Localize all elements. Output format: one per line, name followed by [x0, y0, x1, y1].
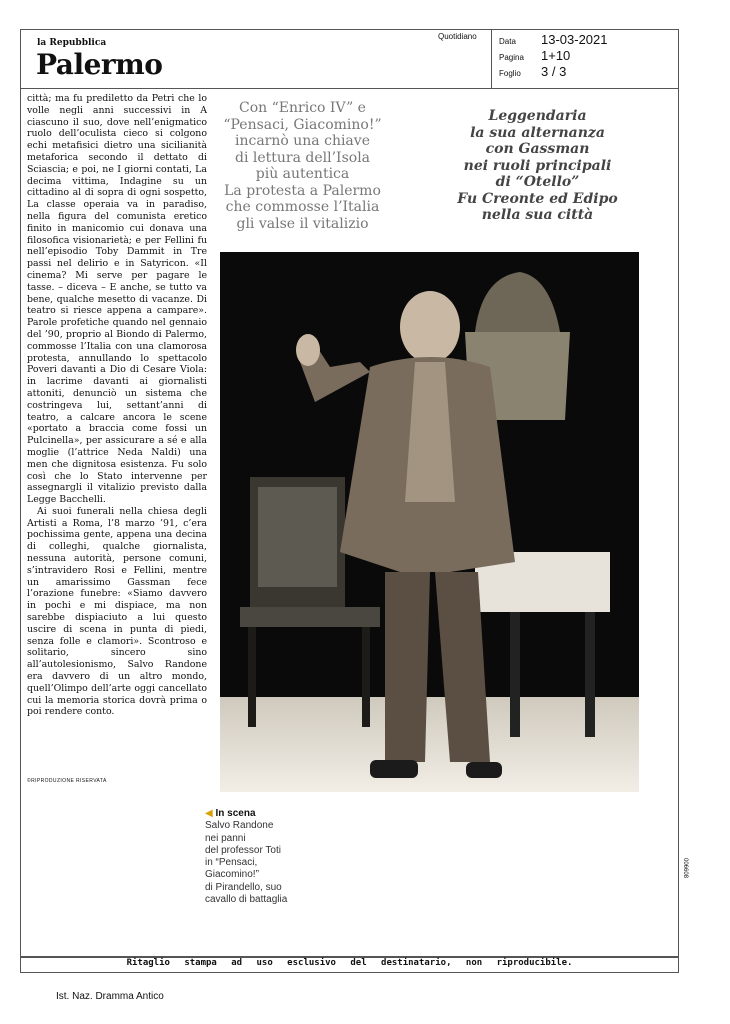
pullquote-line: “Pensaci, Giacomino!” [223, 116, 382, 133]
header-divider [491, 30, 492, 89]
sheet-label: Foglio [499, 69, 521, 78]
source-label: Ist. Naz. Dramma Antico [56, 991, 164, 1002]
caption-line: di Pirandello, suo [205, 881, 282, 893]
caption-line: in “Pensaci, [205, 857, 258, 869]
masthead-small: la Repubblica [37, 38, 107, 48]
pullquote-line: Leggendaria [488, 108, 587, 124]
pullquote-line: con Gassman [485, 141, 590, 157]
page-label: Pagina [499, 53, 524, 62]
pullquote-line: la sua alternanza [470, 124, 605, 141]
date-label: Data [499, 37, 516, 46]
actor-head [400, 291, 460, 363]
caption-line: del professor Toti [205, 844, 281, 856]
pullquote-line: incarnò una chiave [235, 133, 370, 149]
masthead-city: Palermo [36, 48, 163, 81]
article-paragraph: Ai suoi funerali nella chiesa degli Artisti a Roma, l’8 marzo ’91, c’era pochissima gente, appena una decina di colleghi, qualche giornalista, nessuna autorità, persone comuni, s’intravidero Rosi e Fellini, mentre un amarissimo Gassman fece l’orazione funebre: «Siamo davvero in pochi e mi dispiace, ma non sarebbe dispiaciuto a lui questo uscire di scena in punta di piedi, senza folle e clamori». Scontroso e solitario, sincero sino all’autolesionismo, Salvo Randone era davvero di un altro mondo, quell’Olimpo dell’arte oggi cancellato cui la memoria storica dovrà prima o poi rendere conto. [27, 505, 207, 718]
caption-line: cavallo di battaglia [205, 894, 288, 906]
publication-type: Quotidiano [438, 32, 477, 41]
pullquote-line: Fu Creonte ed Edipo [457, 190, 618, 207]
pullquote-line: di “Otello” [495, 174, 580, 190]
pullquote-line: gli valse il vitalizio [236, 215, 369, 232]
rights-notice: ©RIPRODUZIONE RISERVATA [27, 778, 107, 784]
caption-title: In scena [215, 808, 256, 819]
article-column [27, 93, 207, 718]
actor-trousers [385, 572, 430, 762]
pullquote-right [455, 108, 620, 224]
side-code: 006608 [682, 858, 688, 879]
caption-line: Giacomino!” [205, 869, 259, 881]
caption-triangle-icon: ◀ [205, 808, 213, 819]
pullquote-line: nei ruoli principali [463, 157, 612, 174]
photo-caption [205, 808, 325, 906]
pullquote-line: La protesta a Palermo [224, 182, 381, 199]
pullquote-line: che commosse l’Italia [225, 199, 380, 215]
article-paragraph: città; ma fu prediletto da Petri che lo volle negli anni successivi in A ciascuno il suo, dove nell’enigmatico ruolo dell’oculista cieco si colgono echi metafisici dietro una sicilianità metaforica secondo il dettato di Sciascia; e poi, ne I giorni contati, La decima vittima, Indagine su un cittadino al di sopra di ogni sospetto, La classe operaia va in paradiso, nella figura del comunista eretico finito in manicomio cui donava una filosofica visionarietà; e per Fellini fu nell’episodio Toby Dammit in Tre passi nel delirio e in Satyricon. «Il cinema? Mi serve per pagare le tasse. – diceva – E anche, se tutto va bene, qualche mesetto di vacanze. Di teatro si riesce appena a campare». Parole profetiche quando nel gennaio del ’90, proprio al Biondo di Palermo, commosse l’Italia con una clamorosa protesta, annullando lo spettacolo Poveri davanti a Dio di Cesare Viola: in lacrime davanti ai giornalisti attoniti, denunciò un sistema che costringeva lui, settant’anni di teatro, a calcare ancora le scene «portato a braccia come fossi un Pulcinella», per assicurare a sé e alla moglie (l’attrice Neda Naldi) una men che dignitosa esistenza. Fu solo così che lo Stato intervenne per assegnargli il vitalizio previsto dalla Legge Bacchelli. [27, 93, 207, 506]
pullquote-line: Con “Enrico IV” e [239, 100, 366, 116]
pullquote-line: di lettura dell’Isola [234, 149, 371, 166]
footer-notice: Ritaglio stampa ad uso esclusivo del destinatario, non riproducibile. [126, 958, 573, 968]
pullquote-line: più autentica [255, 166, 350, 182]
pullquote-line: nella sua città [481, 207, 594, 223]
pullquote-left [220, 100, 385, 232]
caption-line: nei panni [205, 832, 246, 844]
stage-photo [220, 252, 639, 792]
sheet-value: 3 / 3 [541, 64, 567, 79]
date-value: 13-03-2021 [541, 32, 608, 47]
stage-floor [220, 697, 639, 792]
caption-line: Salvo Randone [205, 820, 274, 832]
chair-seat [240, 607, 380, 627]
page-value: 1+10 [541, 48, 571, 63]
